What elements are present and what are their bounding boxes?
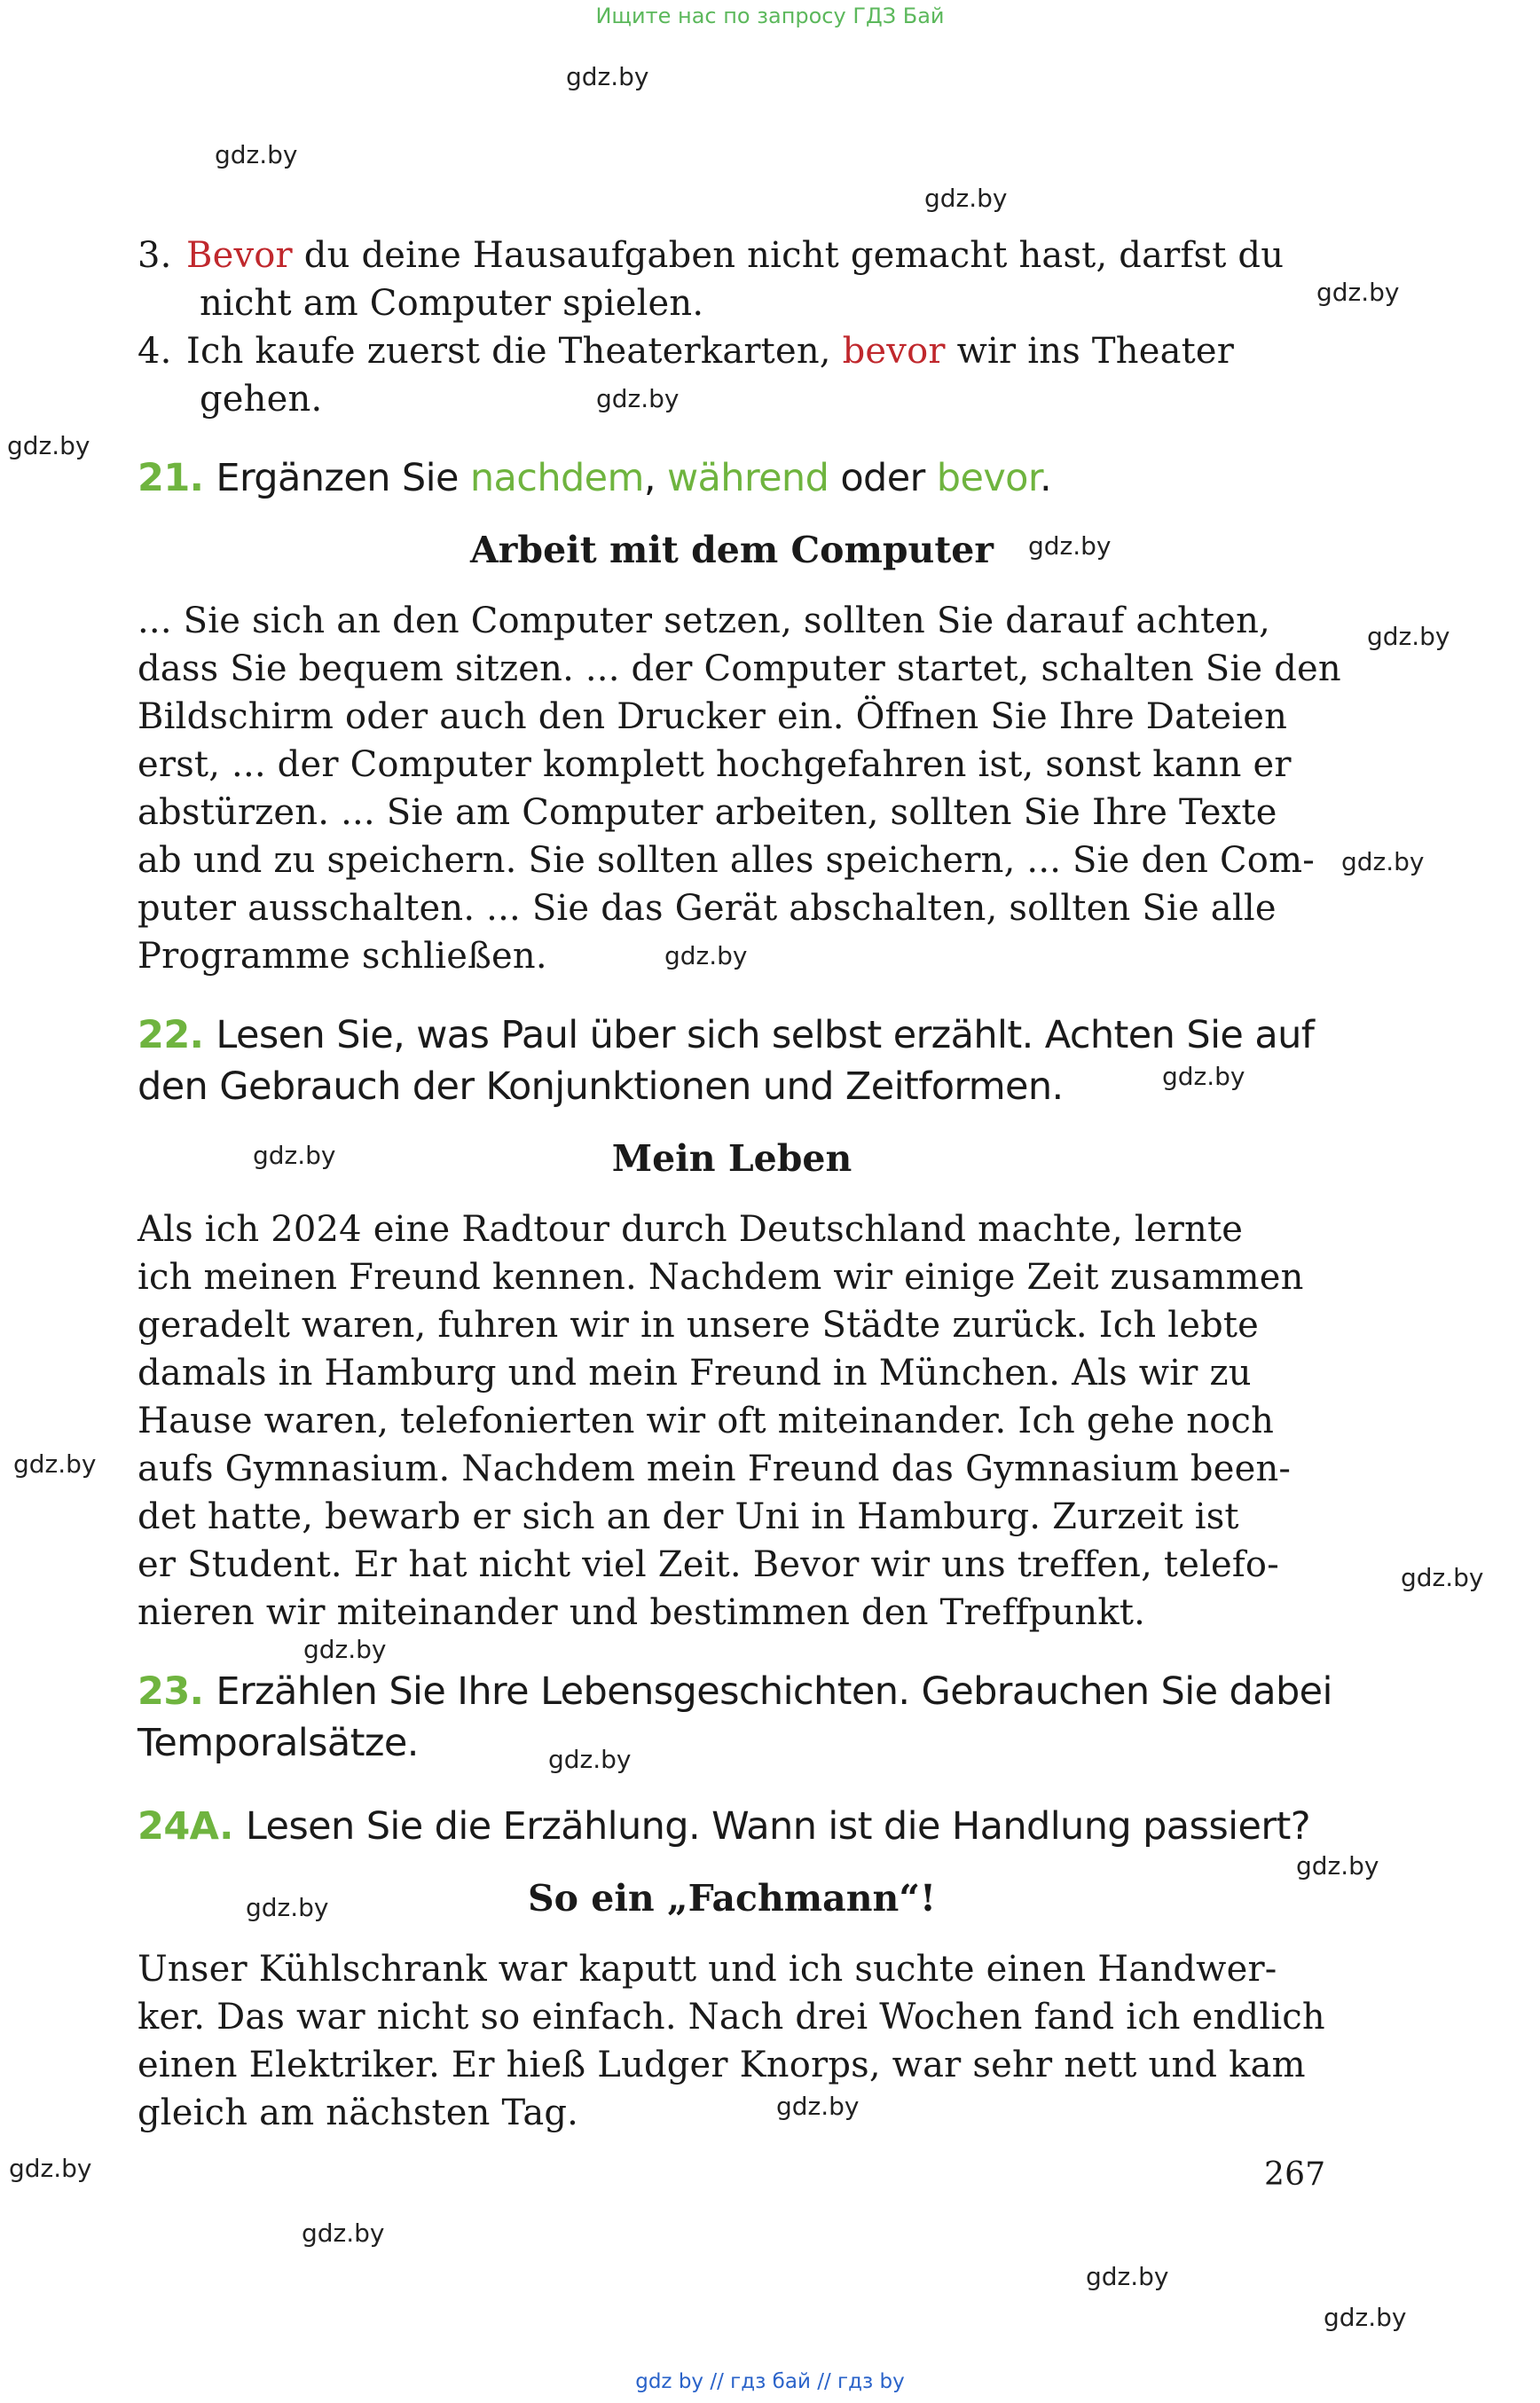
footer-links: gdz by // гдз бай // гдз by bbox=[635, 2370, 905, 2393]
watermark: gdz.by bbox=[548, 1745, 632, 1774]
text-line: nieren wir miteinander und bestimmen den Treffpunkt. bbox=[138, 1592, 1146, 1633]
list-text: gehen. bbox=[200, 379, 323, 420]
watermark: gdz.by bbox=[302, 2218, 385, 2248]
text-line: erst, ... der Computer komplett hochgefahren ist, sonst kann er bbox=[138, 744, 1292, 785]
text-line: ab und zu speichern. Sie sollten alles speichern, ... Sie den Com- bbox=[138, 840, 1315, 881]
watermark: gdz.by bbox=[1162, 1062, 1245, 1091]
text-line: abstürzen. ... Sie am Computer arbeiten, sollten Sie Ihre Texte bbox=[138, 792, 1277, 833]
list-number: 3. bbox=[138, 235, 172, 276]
list-number: 4. bbox=[138, 331, 172, 372]
section-title: So ein „Fachmann“! bbox=[528, 1877, 936, 1920]
text-line: puter ausschalten. ... Sie das Gerät abschalten, sollten Sie alle bbox=[138, 888, 1277, 929]
watermark: gdz.by bbox=[1028, 531, 1112, 561]
task-text: Lesen Sie, was Paul über sich selbst erzählt. Achten Sie auf bbox=[216, 1013, 1315, 1057]
list-text: wir ins Theater bbox=[945, 331, 1235, 372]
paragraph-fachmann bbox=[138, 1945, 1326, 2137]
conjunction-highlight: während bbox=[666, 456, 829, 500]
task-number: 24A. bbox=[138, 1804, 233, 1849]
text-line: Als ich 2024 eine Radtour durch Deutschland machte, lernte bbox=[138, 1209, 1244, 1250]
task-22-heading bbox=[138, 1009, 1314, 1112]
watermark: gdz.by bbox=[776, 2092, 860, 2121]
watermark: gdz.by bbox=[9, 2154, 92, 2183]
task-text: oder bbox=[829, 456, 937, 500]
task-text: Erzählen Sie Ihre Lebensgeschichten. Gebrauchen Sie dabei bbox=[216, 1669, 1332, 1714]
text-line: geradelt waren, fuhren wir in unsere Städte zurück. Ich lebte bbox=[138, 1305, 1260, 1346]
text-line: aufs Gymnasium. Nachdem mein Freund das Gymnasium been- bbox=[138, 1449, 1292, 1489]
task-text: , bbox=[643, 456, 667, 500]
section-title: Arbeit mit dem Computer bbox=[470, 529, 994, 571]
paragraph-computer bbox=[138, 597, 1341, 980]
text-line: ... Sie sich an den Computer setzen, sollten Sie darauf achten, bbox=[138, 601, 1271, 641]
watermark: gdz.by bbox=[7, 431, 90, 460]
watermark: gdz.by bbox=[1316, 278, 1400, 307]
watermark: gdz.by bbox=[1086, 2262, 1169, 2291]
top-search-note: Ищите нас по запросу ГДЗ Бай bbox=[595, 4, 945, 28]
watermark: gdz.by bbox=[253, 1141, 336, 1170]
task-text: Ergänzen Sie bbox=[216, 456, 470, 500]
page-number: 267 bbox=[1264, 2156, 1326, 2193]
text-line: Programme schließen. bbox=[138, 936, 547, 977]
task-21-heading bbox=[138, 452, 1051, 504]
watermark: gdz.by bbox=[1341, 847, 1425, 876]
task-text: . bbox=[1040, 456, 1052, 500]
text-line: damals in Hamburg und mein Freund in München. Als wir zu bbox=[138, 1353, 1252, 1394]
watermark: gdz.by bbox=[303, 1635, 387, 1664]
text-line: dass Sie bequem sitzen. ... der Computer startet, schalten Sie den bbox=[138, 648, 1341, 689]
watermark: gdz.by bbox=[13, 1449, 97, 1479]
conjunction-highlight: Bevor bbox=[186, 235, 293, 276]
watermark: gdz.by bbox=[1324, 2303, 1407, 2332]
task-number: 22. bbox=[138, 1013, 204, 1057]
text-line: Bildschirm oder auch den Drucker ein. Öffnen Sie Ihre Dateien bbox=[138, 696, 1288, 737]
paragraph-mein-leben bbox=[138, 1205, 1326, 1637]
watermark: gdz.by bbox=[566, 62, 649, 91]
list-text: nicht am Computer spielen. bbox=[200, 283, 704, 324]
text-line: Hause waren, telefonierten wir oft miteinander. Ich gehe noch bbox=[138, 1401, 1275, 1441]
task-text: den Gebrauch der Konjunktionen und Zeitformen. bbox=[138, 1064, 1064, 1109]
watermark: gdz.by bbox=[215, 140, 298, 169]
section-title: Mein Leben bbox=[611, 1137, 852, 1180]
text-line: er Student. Er hat nicht viel Zeit. Bevor wir uns treffen, telefo- bbox=[138, 1544, 1279, 1585]
numbered-list bbox=[138, 232, 1326, 423]
text-line: det hatte, bewarb er sich an der Uni in Hamburg. Zurzeit ist bbox=[138, 1496, 1239, 1537]
task-text: Temporalsätze. bbox=[138, 1721, 419, 1765]
task-24a-heading bbox=[138, 1801, 1310, 1852]
text-line: einen Elektriker. Er hieß Ludger Knorps, war sehr nett und kam bbox=[138, 2045, 1306, 2085]
task-number: 21. bbox=[138, 456, 204, 500]
watermark: gdz.by bbox=[596, 384, 680, 413]
watermark: gdz.by bbox=[664, 941, 748, 970]
task-23-heading bbox=[138, 1666, 1332, 1769]
watermark: gdz.by bbox=[1367, 622, 1450, 651]
conjunction-highlight: nachdem bbox=[469, 456, 644, 500]
list-text: du deine Hausaufgaben nicht gemacht hast, darfst du bbox=[292, 235, 1285, 276]
watermark: gdz.by bbox=[246, 1893, 329, 1922]
text-line: gleich am nächsten Tag. bbox=[138, 2093, 579, 2133]
task-number: 23. bbox=[138, 1669, 204, 1714]
text-line: ker. Das war nicht so einfach. Nach drei Wochen fand ich endlich bbox=[138, 1997, 1325, 2038]
conjunction-highlight: bevor bbox=[936, 456, 1041, 500]
watermark: gdz.by bbox=[1296, 1851, 1379, 1881]
watermark: gdz.by bbox=[924, 184, 1008, 213]
text-line: ich meinen Freund kennen. Nachdem wir einige Zeit zusammen bbox=[138, 1257, 1304, 1298]
watermark: gdz.by bbox=[1401, 1563, 1484, 1592]
task-text: Lesen Sie die Erzählung. Wann ist die Handlung passiert? bbox=[245, 1804, 1310, 1849]
conjunction-highlight: bevor bbox=[842, 331, 946, 372]
list-text: Ich kaufe zuerst die Theaterkarten, bbox=[186, 331, 843, 372]
text-line: Unser Kühlschrank war kaputt und ich suchte einen Handwer- bbox=[138, 1949, 1277, 1990]
